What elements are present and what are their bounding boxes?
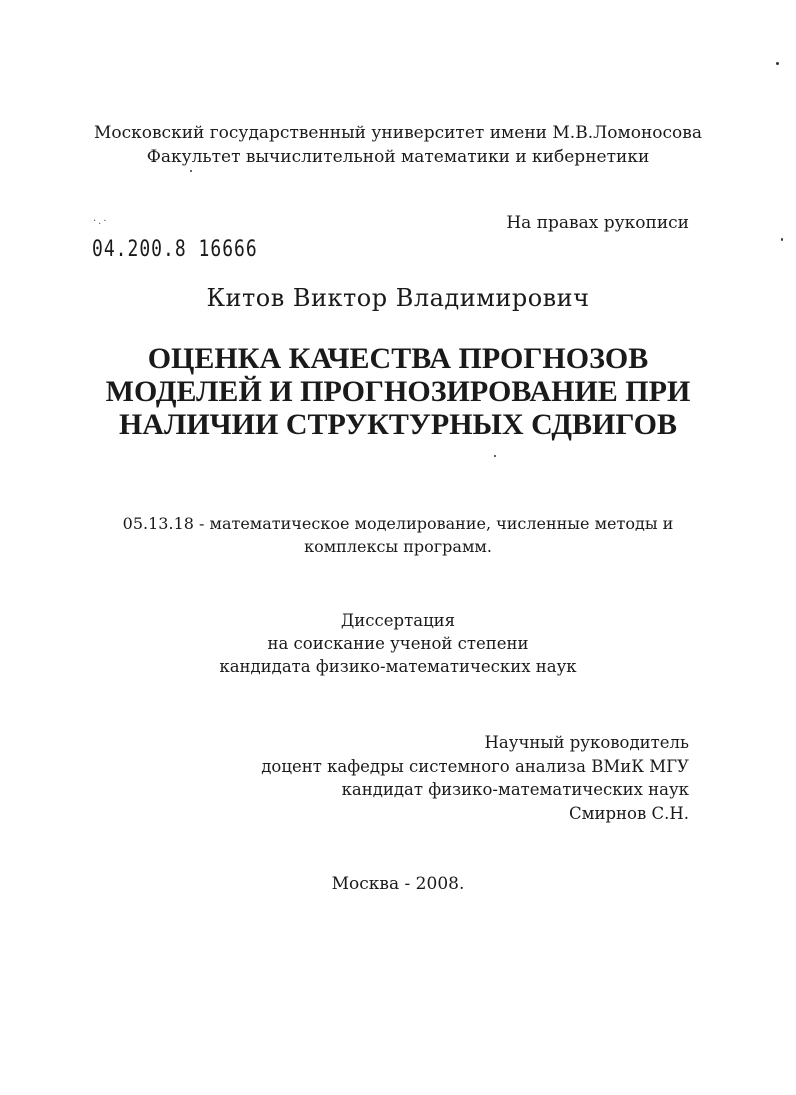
scan-speck — [776, 62, 779, 65]
advisor-line: Смирнов С.Н. — [569, 803, 689, 823]
advisor-line: кандидат физико-математических наук — [341, 780, 689, 799]
faculty-name: Факультет вычислительной математики и кибернетики — [146, 147, 650, 167]
specialty-code — [0, 512, 796, 558]
title-line: НАЛИЧИИ СТРУКТУРНЫХ СДВИГОВ — [118, 408, 678, 441]
specialty-line: 05.13.18 - математическое моделирование, численные методы и — [122, 514, 674, 533]
scan-speck — [781, 238, 783, 241]
scientific-advisor — [261, 731, 689, 825]
dissertation-title — [0, 342, 796, 441]
degree-line: Диссертация — [340, 611, 456, 630]
stamp-mark-icon: ·.· — [93, 216, 109, 227]
title-line: ОЦЕНКА КАЧЕСТВА ПРОГНОЗОВ — [147, 342, 649, 375]
library-stamp-number: 04.200.8 16666 — [92, 236, 258, 263]
manuscript-note: На правах рукописи — [506, 213, 689, 233]
author-name: Китов Виктор Владимирович — [206, 284, 590, 312]
scan-speck — [190, 170, 192, 172]
degree-statement — [0, 609, 796, 678]
degree-line: кандидата физико-математических наук — [219, 657, 577, 676]
advisor-line: доцент кафедры системного анализа ВМиК МГУ — [261, 756, 689, 776]
university-name: Московский государственный университет имени М.В.Ломоносова — [93, 123, 703, 143]
degree-line: на соискание ученой степени — [267, 634, 529, 653]
advisor-line: Научный руководитель — [484, 733, 689, 752]
scan-speck — [494, 455, 496, 457]
specialty-line: комплексы программ. — [304, 537, 492, 556]
city-year: Москва - 2008. — [331, 874, 465, 894]
title-line: МОДЕЛЕЙ И ПРОГНОЗИРОВАНИЕ ПРИ — [105, 375, 691, 408]
